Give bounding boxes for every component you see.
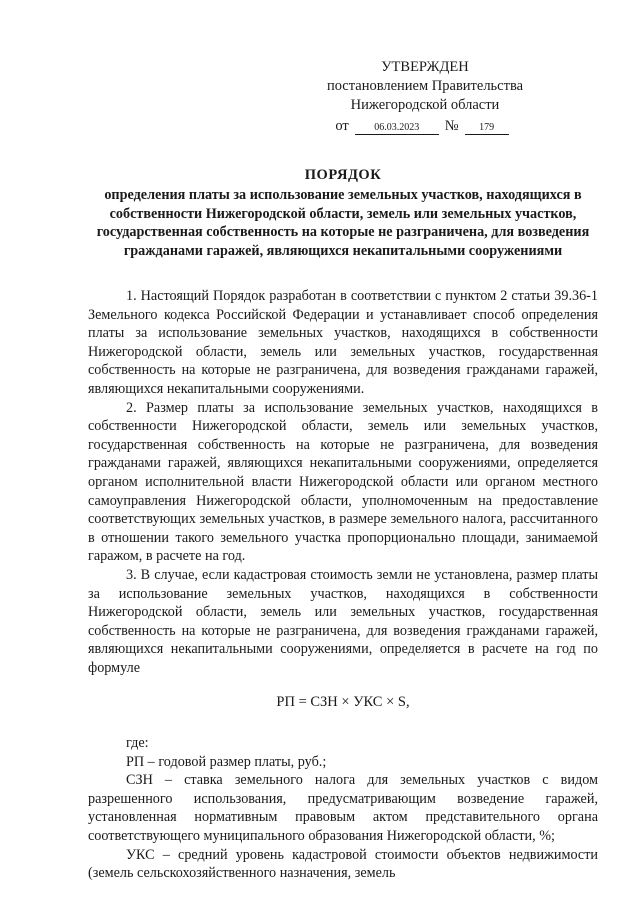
approval-date: 06.03.2023 — [355, 122, 439, 135]
from-label: от — [335, 118, 349, 134]
document-subtitle: определения платы за использование земельных участков, находящихся в собственности Нижегородской области, земель или земельных участков, государственная собственность на которые не разграничена, для возведения гражданами гаражей, являющихся некапитальными сооружениями — [96, 187, 590, 259]
number-label: № — [444, 118, 459, 134]
definition-uks: УКС – средний уровень кадастровой стоимости объектов недвижимости (земель сельскохозяйственного назначения, земель — [88, 846, 598, 882]
definition-szn: СЗН – ставка земельного налога для земельных участков с видом разрешенного использования, предусматривающим возведение гаражей, установленная нормативным правовым актом представительного органа соответствующего муниципального образования Нижегородской области, %; — [88, 772, 598, 845]
document-body — [88, 287, 598, 883]
document-title: ПОРЯДОК — [304, 167, 382, 183]
paragraph-3: 3. В случае, если кадастровая стоимость земли не установлена, размер платы за использование земельных участков, находящихся в собственности Нижегородской области, земель или земельных участков, государственная собственность на которые не разграничена, для возведения гражданами гаражей, являющихся некапитальными сооружениями, определяется в расчете на год по формуле — [88, 566, 598, 676]
approval-heading: УТВЕРЖДЕН — [381, 59, 469, 75]
approval-stamp — [300, 58, 550, 136]
approval-number: 179 — [465, 122, 509, 135]
formula: РП = СЗН × УКС × S, — [276, 694, 410, 711]
definition-rp: РП – годовой размер платы, руб.; — [126, 753, 327, 770]
paragraph-2: 2. Размер платы за использование земельных участков, находящихся в собственности Нижегородской области, земель или земельных участков, государственная собственность на которые не разграничена, для возведения гражданами гаражей, являющихся некапитальными сооружениями, определяется органом исполнительной власти Нижегородской области или органом местного самоуправления Нижегородской области, уполномоченным на предоставление соответствующих земельных участков, в размере земельного налога, рассчитанного в отношении такого земельного участка пропорционально площади, занимаемой гаражом, в расчете на год. — [88, 399, 598, 565]
paragraph-1: 1. Настоящий Порядок разработан в соответствии с пунктом 2 статьи 39.36-1 Земельного кодекса Российской Федерации и устанавливает способ определения платы за использование земельных участков, находящихся в собственности Нижегородской области, земель или земельных участков, государственная собственность на которые не разграничена, для возведения гражданами гаражей, являющихся некапитальными сооружениями. — [88, 288, 598, 397]
approval-line-1: постановлением Правительства — [326, 78, 524, 94]
definition-where: где: — [126, 735, 149, 752]
approval-date-number — [300, 117, 550, 136]
approval-line-2: Нижегородской области — [350, 97, 500, 113]
